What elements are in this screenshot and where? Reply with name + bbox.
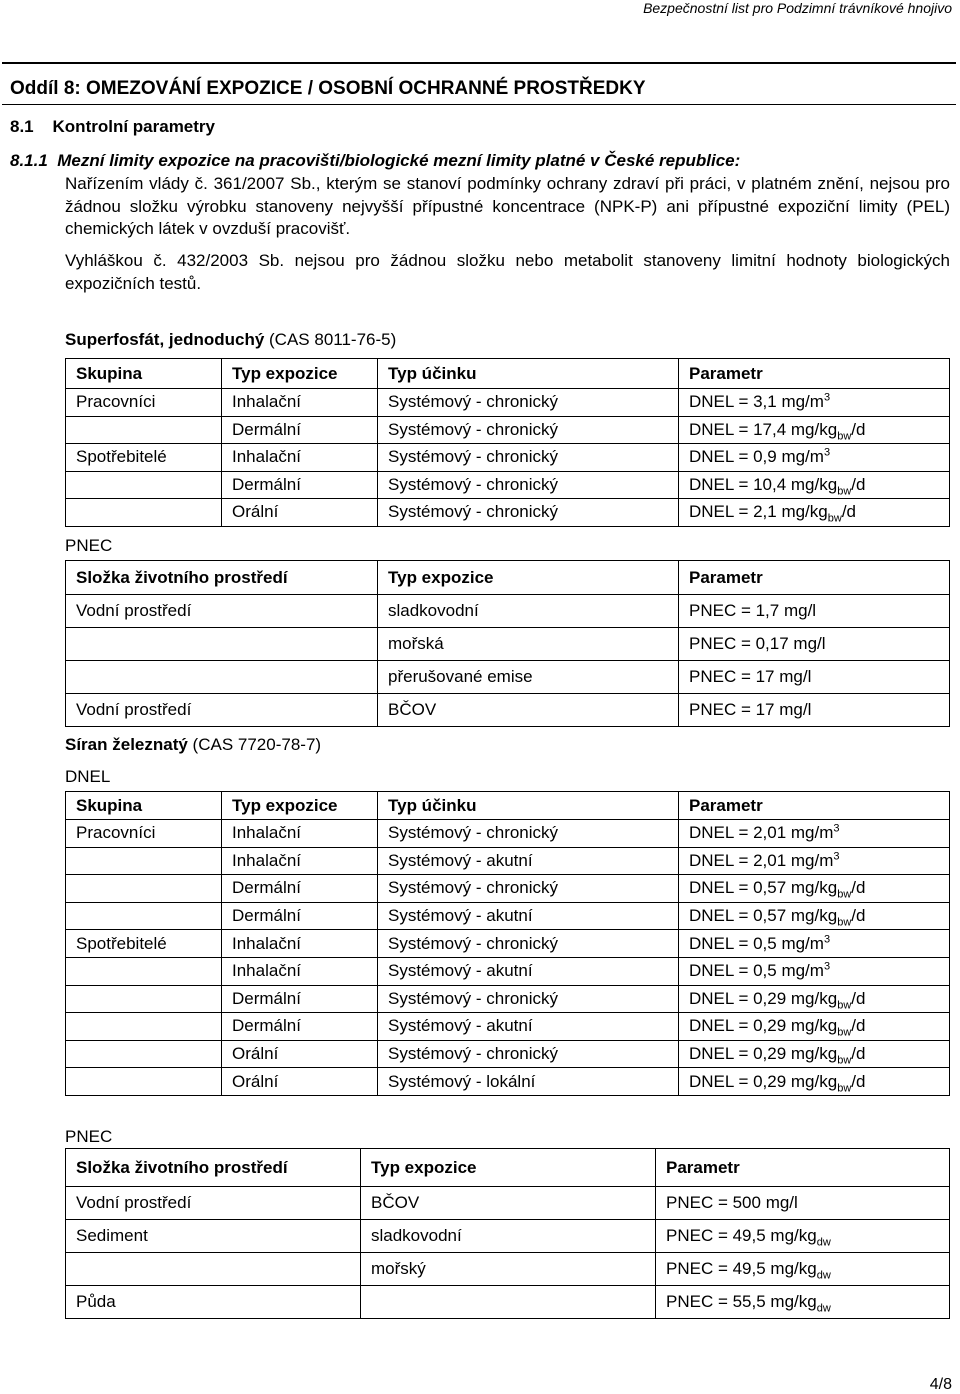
column-header: Typ expozice — [222, 359, 378, 389]
group-cell — [66, 416, 222, 444]
exposure-cell: BČOV — [361, 1187, 656, 1220]
effect-cell: Systémový - chronický — [378, 930, 679, 958]
parameter-value: DNEL = 2,01 mg/m — [689, 823, 834, 843]
exposure-cell: Inhalační — [222, 444, 378, 472]
table-row — [66, 444, 950, 472]
substance1-cas: (CAS 8011-76-5) — [264, 330, 397, 349]
table-header-row — [66, 359, 950, 389]
parameter-value: DNEL = 0,29 mg/kg — [689, 1044, 838, 1064]
effect-cell: Systémový - chronický — [378, 1040, 679, 1068]
substance2-dnel-table — [65, 791, 950, 1096]
table-row — [66, 694, 950, 727]
table-header-row — [66, 792, 950, 820]
table-row — [66, 1013, 950, 1041]
parameter-cell — [679, 820, 950, 848]
page-number: 4/8 — [929, 1376, 952, 1393]
column-header: Parametr — [679, 561, 950, 595]
unit-superscript: 3 — [823, 960, 831, 973]
group-cell — [66, 1040, 222, 1068]
parameter-cell — [679, 694, 950, 727]
parameter-value: DNEL = 0,5 mg/m — [689, 933, 824, 953]
column-header: Typ expozice — [361, 1149, 656, 1187]
group-cell — [66, 957, 222, 985]
parameter-value: DNEL = 17,4 mg/kg — [689, 419, 838, 439]
table-row — [66, 661, 950, 694]
paragraph-npk: Nařízením vlády č. 361/2007 Sb., kterým se stanoví podmínky ochrany zdraví při práci, v platném znění, nejsou pro žádnou složku výrobku stanoveny nejvyšší přípustné koncentrace (NPK-P) ani přípustné expoziční limity (PEL) chemických látek v ovzduší pracovišť. — [65, 174, 950, 238]
group-cell — [66, 471, 222, 499]
exposure-cell: BČOV — [378, 694, 679, 727]
compartment-cell — [66, 1253, 361, 1286]
compartment-cell: Půda — [66, 1286, 361, 1319]
column-header: Parametr — [679, 792, 950, 820]
effect-cell: Systémový - akutní — [378, 1013, 679, 1041]
table-row — [66, 471, 950, 499]
parameter-cell — [679, 930, 950, 958]
parameter-value: PNEC = 17 mg/l — [689, 700, 812, 719]
table-row — [66, 1187, 950, 1220]
exposure-cell: Dermální — [222, 875, 378, 903]
column-header: Skupina — [66, 359, 222, 389]
table-row — [66, 875, 950, 903]
subsubsection-title: 8.1.1 Mezní limity expozice na pracovišti/biologické mezní limity platné v České republice: — [10, 151, 741, 170]
table-row — [66, 902, 950, 930]
unit-superscript: 3 — [823, 391, 831, 404]
effect-cell: Systémový - chronický — [378, 985, 679, 1013]
paragraph-biological: Vyhláškou č. 432/2003 Sb. nejsou pro žádnou složku nebo metabolit stanoveny limitní hodnoty biologických expozičních testů. — [65, 251, 950, 293]
parameter-value: PNEC = 1,7 mg/l — [689, 601, 817, 620]
exposure-cell: sladkovodní — [361, 1220, 656, 1253]
parameter-cell — [679, 595, 950, 628]
unit-subscript: bw — [837, 888, 852, 901]
unit-subscript: bw — [837, 999, 852, 1012]
substance1-pnec-table — [65, 560, 950, 727]
parameter-value: DNEL = 2,1 mg/kg — [689, 502, 828, 522]
compartment-cell: Vodní prostředí — [66, 595, 378, 628]
parameter-cell — [679, 957, 950, 985]
effect-cell: Systémový - akutní — [378, 957, 679, 985]
substance2-pnec-table — [65, 1148, 950, 1319]
unit-superscript: 3 — [833, 850, 840, 863]
effect-cell: Systémový - chronický — [378, 820, 679, 848]
unit-superscript: 3 — [823, 446, 831, 459]
unit-superscript: 3 — [833, 822, 840, 835]
exposure-cell: sladkovodní — [378, 595, 679, 628]
parameter-cell — [656, 1286, 950, 1319]
group-cell — [66, 1013, 222, 1041]
unit-subscript: dw — [816, 1269, 831, 1282]
parameter-value: DNEL = 0,57 mg/kg — [689, 906, 838, 926]
group-cell: Spotřebitelé — [66, 444, 222, 472]
parameter-cell — [656, 1220, 950, 1253]
table-row — [66, 1286, 950, 1319]
document-header: Bezpečnostní list pro Podzimní trávníkové hnojivo — [643, 0, 952, 16]
parameter-value: DNEL = 0,29 mg/kg — [689, 1071, 838, 1091]
unit-suffix: /d — [851, 419, 866, 439]
parameter-value: DNEL = 0,29 mg/kg — [689, 1016, 838, 1036]
unit-suffix: /d — [851, 1071, 866, 1091]
substance2-cas: (CAS 7720-78-7) — [187, 735, 322, 754]
parameter-cell — [679, 628, 950, 661]
parameter-cell — [679, 1040, 950, 1068]
substance1-pnec-label: PNEC — [65, 536, 113, 555]
table-row — [66, 957, 950, 985]
effect-cell: Systémový - chronický — [378, 471, 679, 499]
parameter-cell — [679, 416, 950, 444]
parameter-value: PNEC = 0,17 mg/l — [689, 634, 826, 653]
parameter-value: DNEL = 3,1 mg/m — [689, 392, 824, 412]
table-row — [66, 985, 950, 1013]
table-row — [66, 820, 950, 848]
unit-subscript: bw — [837, 1082, 852, 1095]
parameter-cell — [679, 847, 950, 875]
group-cell — [66, 1068, 222, 1096]
table-row — [66, 930, 950, 958]
column-header: Parametr — [679, 359, 950, 389]
parameter-value: PNEC = 500 mg/l — [666, 1193, 798, 1212]
parameter-cell — [679, 1068, 950, 1096]
exposure-cell: Inhalační — [222, 820, 378, 848]
substance2-heading — [65, 735, 321, 755]
parameter-cell — [679, 499, 950, 527]
parameter-cell — [679, 661, 950, 694]
column-header: Skupina — [66, 792, 222, 820]
table-row — [66, 389, 950, 417]
group-cell: Pracovníci — [66, 820, 222, 848]
effect-cell: Systémový - akutní — [378, 902, 679, 930]
unit-superscript: 3 — [823, 933, 831, 946]
compartment-cell: Sediment — [66, 1220, 361, 1253]
parameter-cell — [656, 1253, 950, 1286]
section-title: Oddíl 8: OMEZOVÁNÍ EXPOZICE / OSOBNÍ OCHRANNÉ PROSTŘEDKY — [10, 78, 646, 99]
parameter-value: PNEC = 49,5 mg/kg — [666, 1226, 817, 1245]
parameter-value: DNEL = 0,57 mg/kg — [689, 878, 838, 898]
effect-cell: Systémový - chronický — [378, 416, 679, 444]
unit-suffix: /d — [851, 906, 866, 926]
unit-suffix: /d — [851, 1016, 866, 1036]
parameter-value: DNEL = 0,5 mg/m — [689, 961, 824, 981]
exposure-cell: Orální — [222, 1040, 378, 1068]
table-row — [66, 1253, 950, 1286]
substance2-name: Síran železnatý — [65, 735, 188, 754]
substance2-dnel-label: DNEL — [65, 767, 111, 786]
parameter-cell — [656, 1187, 950, 1220]
exposure-cell: Dermální — [222, 416, 378, 444]
column-header: Typ účinku — [378, 359, 679, 389]
subsection-title: 8.1 Kontrolní parametry — [10, 117, 215, 136]
column-header: Parametr — [656, 1149, 950, 1187]
exposure-cell: Inhalační — [222, 389, 378, 417]
group-cell — [66, 847, 222, 875]
unit-suffix: /d — [851, 474, 866, 494]
group-cell — [66, 499, 222, 527]
unit-subscript: dw — [816, 1236, 831, 1249]
table-header-row — [66, 561, 950, 595]
substance2-pnec-label: PNEC — [65, 1127, 113, 1146]
table-row — [66, 595, 950, 628]
unit-suffix: /d — [851, 988, 866, 1008]
compartment-cell — [66, 661, 378, 694]
exposure-cell: Dermální — [222, 902, 378, 930]
effect-cell: Systémový - chronický — [378, 389, 679, 417]
effect-cell: Systémový - akutní — [378, 847, 679, 875]
table-row — [66, 499, 950, 527]
table-row — [66, 847, 950, 875]
parameter-cell — [679, 875, 950, 903]
parameter-cell — [679, 1013, 950, 1041]
exposure-cell: Inhalační — [222, 957, 378, 985]
table-row — [66, 628, 950, 661]
column-header: Typ účinku — [378, 792, 679, 820]
column-header: Složka životního prostředí — [66, 561, 378, 595]
unit-suffix: /d — [841, 502, 856, 522]
column-header: Složka životního prostředí — [66, 1149, 361, 1187]
column-header: Typ expozice — [222, 792, 378, 820]
effect-cell: Systémový - lokální — [378, 1068, 679, 1096]
compartment-cell: Vodní prostředí — [66, 694, 378, 727]
substance1-dnel-table — [65, 358, 950, 527]
exposure-cell — [361, 1286, 656, 1319]
unit-subscript: bw — [837, 916, 852, 929]
parameter-value: DNEL = 0,29 mg/kg — [689, 988, 838, 1008]
unit-suffix: /d — [851, 878, 866, 898]
parameter-value: DNEL = 2,01 mg/m — [689, 850, 834, 870]
table-row — [66, 1040, 950, 1068]
exposure-cell: mořská — [378, 628, 679, 661]
parameter-cell — [679, 389, 950, 417]
parameter-value: DNEL = 0,9 mg/m — [689, 447, 824, 467]
parameter-value: PNEC = 55,5 mg/kg — [666, 1292, 817, 1311]
unit-subscript: dw — [816, 1302, 831, 1315]
effect-cell: Systémový - chronický — [378, 499, 679, 527]
unit-subscript: bw — [837, 430, 852, 443]
exposure-cell: přerušované emise — [378, 661, 679, 694]
table-row — [66, 1068, 950, 1096]
exposure-cell: Inhalační — [222, 847, 378, 875]
exposure-cell: Orální — [222, 1068, 378, 1096]
column-header: Typ expozice — [378, 561, 679, 595]
exposure-cell: Inhalační — [222, 930, 378, 958]
substance1-heading — [65, 330, 396, 350]
compartment-cell: Vodní prostředí — [66, 1187, 361, 1220]
unit-subscript: bw — [837, 1026, 852, 1039]
exposure-cell: Dermální — [222, 985, 378, 1013]
group-cell — [66, 902, 222, 930]
parameter-cell — [679, 902, 950, 930]
group-cell — [66, 985, 222, 1013]
substance1-name: Superfosfát, jednoduchý — [65, 330, 265, 349]
unit-subscript: bw — [837, 485, 852, 498]
parameter-value: DNEL = 10,4 mg/kg — [689, 474, 838, 494]
parameter-cell — [679, 444, 950, 472]
parameter-cell — [679, 985, 950, 1013]
parameter-value: PNEC = 17 mg/l — [689, 667, 812, 686]
unit-subscript: bw — [837, 1054, 852, 1067]
exposure-cell: Orální — [222, 499, 378, 527]
group-cell — [66, 875, 222, 903]
table-row — [66, 1220, 950, 1253]
exposure-cell: Dermální — [222, 1013, 378, 1041]
exposure-cell: mořský — [361, 1253, 656, 1286]
unit-subscript: bw — [827, 512, 842, 525]
effect-cell: Systémový - chronický — [378, 444, 679, 472]
parameter-value: PNEC = 49,5 mg/kg — [666, 1259, 817, 1278]
table-header-row — [66, 1149, 950, 1187]
effect-cell: Systémový - chronický — [378, 875, 679, 903]
group-cell: Pracovníci — [66, 389, 222, 417]
table-row — [66, 416, 950, 444]
compartment-cell — [66, 628, 378, 661]
unit-suffix: /d — [851, 1044, 866, 1064]
parameter-cell — [679, 471, 950, 499]
group-cell: Spotřebitelé — [66, 930, 222, 958]
exposure-cell: Dermální — [222, 471, 378, 499]
